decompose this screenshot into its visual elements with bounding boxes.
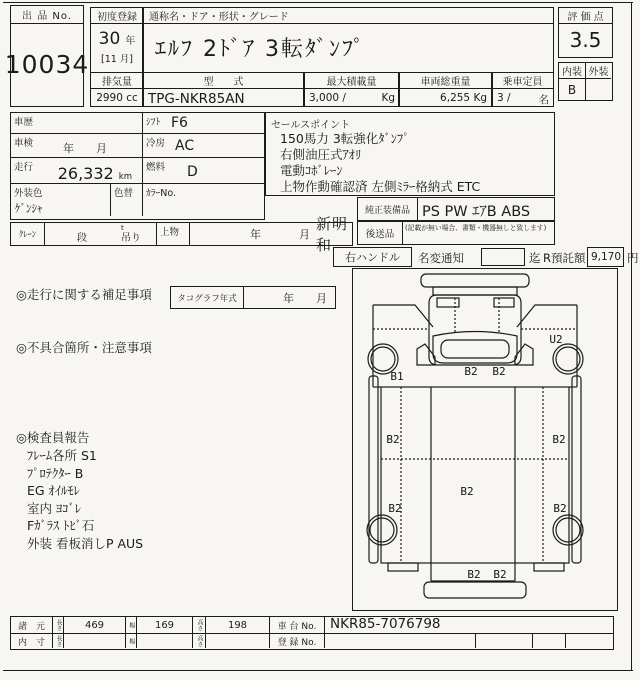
capacity-unit: 名 [538,94,549,106]
capacity-cell [491,72,554,107]
auction-no-box [4,5,90,107]
reg-no-cell2 [476,634,533,648]
interior-grade: B [559,79,586,100]
model-name-header: 通称名・ドア・形状・グレード [143,8,553,24]
auction-no-value: 10034 [4,50,90,79]
aircon-label: 冷房 [146,138,166,149]
width-label: 幅 [126,617,137,633]
mileage-note-title: ◎走行に関する補足事項 [16,287,152,302]
fuel-label: 燃料 [146,162,166,173]
left-side-rail [369,376,378,563]
rear-right-wheel [553,515,583,545]
max-load-label: 最大積載量 [304,73,399,89]
cab-visor-right [494,298,514,307]
mileage-value: 26,332 km [57,164,132,183]
first-reg-month: [11 月] [100,54,134,65]
inner-height-value [206,634,270,648]
displacement-label: 排気量 [91,73,143,89]
capacity-value: 3 / [497,92,511,104]
fuel-value: D [187,164,198,180]
shift-label: ｼﾌﾄ [146,117,161,128]
exterior-grade [586,79,611,100]
displacement-value: 2990 cc [96,91,138,104]
length-value: 469 [64,617,126,633]
yen-label: 円 [627,251,639,265]
inspector-line: 外装 看板消しP AUS [27,535,144,551]
inspection-value: 年 月 [63,142,107,155]
mileage-label: 走行 [14,162,34,173]
shift-value: F6 [171,115,188,131]
crane-lift: $^t$ 吊り [121,224,141,244]
inspector-lines [27,447,143,553]
damage-mark: B2 [388,502,402,515]
height-value: 198 [206,617,270,633]
truck-top-view-diagram [353,269,616,609]
capacity-label: 乗車定員 [492,73,553,89]
max-load-unit: Kg [381,92,395,104]
max-load-value: 3,000 / [309,92,346,104]
length-label: 長さ [55,619,62,631]
front-right-wheel [553,344,583,374]
damage-mark: B2 [493,568,507,581]
sales-point-line: 電動ｺﾎﾞﾚｰﾝ [280,163,343,178]
windshield-inner [441,340,509,358]
tachograph-label: タコグラフ年式 [171,287,244,308]
inner-height-label: 高さ [193,634,206,648]
chassis-label: 車 台 No. [270,617,325,633]
later-shipment-note: (記載が無い場合、書類・機器無しと致します) [405,224,547,232]
cab-outline [429,295,521,365]
crane-cell [45,223,157,245]
history-label: 車歴 [14,117,34,128]
inspector-line: ﾌﾚｰﾑ各所 S1 [27,448,97,463]
deposit-label: R預託額 [543,251,586,265]
damage-mark: B1 [390,370,404,383]
body-label: 上物 [160,227,180,238]
tachograph-box [170,286,336,309]
grade-box [558,62,613,101]
model-code-label: 型 式 [143,73,304,89]
cargo-bed [381,387,569,563]
later-shipment-row [357,221,555,245]
sales-point-line: 右側油圧式ｱｵﾘ [280,147,362,162]
first-reg-year: 30 年 [98,29,136,49]
oem-equipment-value: PS PW ｴｱB ABS [422,204,531,220]
model-name-cell [142,7,554,73]
right-side-rail [572,376,581,563]
sheet-right-rule [631,2,632,670]
cab-visor-left [437,298,459,307]
inspector-line: EG ｵｲﾙﾓﾚ [27,483,80,499]
aircon-value: AC [175,138,195,154]
auction-no-label: 出 品 No. [11,6,83,24]
deposit-box [587,247,624,267]
crane-label: ｸﾚｰﾝ [11,223,45,245]
tachograph-value: 年 月 [283,291,327,305]
chassis-value: NKR85-7076798 [330,616,441,632]
damage-mark: B2 [552,433,566,446]
footer-table [10,616,614,650]
inspector-line: Fｶﾞﾗｽ ﾄﾋﾞ石 [27,518,95,534]
sheet-top-rule [3,2,633,3]
first-reg-label: 初度登録 [91,8,143,24]
later-shipment-label: 後送品 [358,222,403,244]
reg-no-cell [325,634,476,648]
oem-equipment-label: 純正装備品 [358,198,418,220]
gross-weight-value: 6,255 Kg [440,92,487,104]
crane-stage: 段 [77,233,87,244]
damage-mark: B2 [386,433,400,446]
ext-color-label: 外装色 [14,188,43,199]
sheet-bottom-rule [3,670,633,671]
sales-point-line: 上物作動確認済 左側ﾐﾗｰ格納式 ETC [280,179,481,194]
front-step [433,287,517,295]
model-name-value: ｴﾙﾌ 2ﾄﾞｱ 3転ﾀﾞﾝﾌﾟ [155,37,366,62]
inner-length-label: 長さ [55,635,62,647]
inner-dims-label: 内 寸 [11,634,53,648]
body-maker: 新明和 [316,215,349,254]
inner-width-value [137,634,193,648]
name-change-label: 名変通知 [418,251,464,265]
inner-length-value [64,634,126,648]
body-month: 月 [299,228,310,241]
damage-mark: B2 [492,365,506,378]
score-label: 評 価 点 [559,8,612,24]
handle-badge: 右ハンドル [333,247,412,267]
max-load-cell [303,72,400,107]
damage-mark: B2 [467,568,481,581]
damage-mark: B2 [460,485,474,498]
name-change-box [481,248,525,266]
height-label: 高さ [193,617,206,633]
until-label: 迄 [529,251,541,265]
reg-no-cell3 [533,634,566,648]
damage-mark: U2 [549,333,563,346]
front-bumper [421,274,529,287]
first-reg-cell [90,7,144,73]
width-value: 169 [137,617,193,633]
damage-diagram-box [352,268,618,611]
rear-bumper [424,582,526,598]
body-value-cell [190,215,352,254]
inspection-label: 車検 [14,138,34,149]
right-quarter-panel [515,344,533,365]
reg-no-label: 登 録 No. [270,634,325,648]
color-no-label: ｶﾗｰNo. [146,188,177,199]
crane-body-row [10,215,353,254]
inspector-title: ◎検査員報告 [16,430,90,445]
reg-no-cell4 [566,634,613,648]
body-year: 年 [250,228,261,241]
spec-table [10,112,265,220]
inner-width-label: 幅 [126,634,137,648]
ext-color-value: ｹﾞﾝｼｬ [15,202,43,215]
inspector-line: ﾌﾟﾛﾃｸﾀｰ B [27,465,84,481]
exterior-label: 外装 [586,63,611,79]
gross-weight-label: 車両総重量 [399,73,492,89]
defect-title: ◎不具合箇所・注意事項 [16,340,152,355]
dims-label: 諸 元 [11,617,53,633]
score-value: 3.5 [569,28,602,52]
interior-label: 内装 [559,63,586,79]
model-code-value: TPG-NKR85AN [148,91,245,107]
displacement-cell [90,72,144,107]
sales-points-title: セールスポイント [271,120,351,131]
color-change-label: 色替 [114,188,134,199]
oem-equipment-row [357,197,555,221]
sales-points-box [265,112,555,196]
left-quarter-panel [417,344,435,365]
body-label-cell [157,223,190,245]
damage-mark: B2 [553,502,567,515]
inspector-line: 室内 ﾖｺﾞﾚ [27,500,81,516]
model-code-cell [142,72,305,107]
sales-point-line: 150馬力 3転強化ﾀﾞﾝﾌﾟ [280,131,410,146]
damage-mark: B2 [464,365,478,378]
rear-left-wheel [367,515,397,545]
gross-weight-cell [398,72,493,107]
score-box [558,7,613,58]
deposit-value: 9,170 [590,251,621,263]
